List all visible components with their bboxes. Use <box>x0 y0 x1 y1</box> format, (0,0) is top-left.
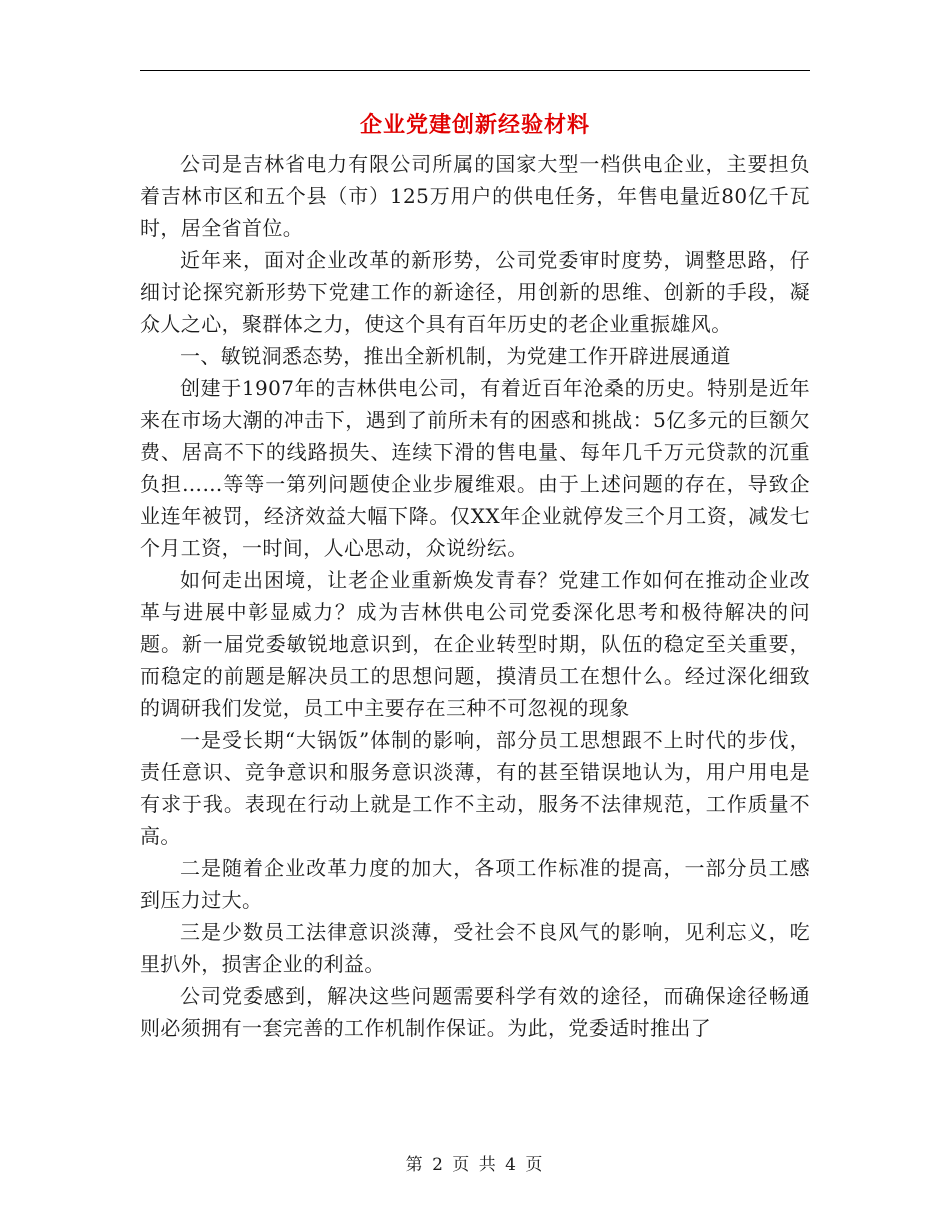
section-heading-1: 一、敏锐洞悉态势，推出全新机制，为党建工作开辟进展通道 <box>180 344 731 368</box>
paragraph-history: 创建于1907年的吉林供电公司，有着近百年沧桑的历史。特别是近年来在市场大潮的冲击下，遇到了前所未有的困惑和挑战：5亿多元的巨额欠费、居高不下的线路损失、连续下滑的售电量、每年几千万元贷款的沉重负担……等等一第列问题使企业步履维艰。由于上述问题的存在，导致企业连年被罚，经济效益大幅下降。仅XX年企业就停发三个月工资，减发七个月工资，一时间，人心思动，众说纷纭。 <box>140 376 810 560</box>
header-rule <box>140 70 810 71</box>
paragraph-overview: 近年来，面对企业改革的新形势，公司党委审时度势，调整思路，仔细讨论探究新形势下党建工作的新途径，用创新的思维、创新的手段，凝众人之心，聚群体之力，使这个具有百年历史的老企业重振雄风。 <box>140 248 810 336</box>
paragraph-phenomenon-3: 三是少数员工法律意识淡薄，受社会不良风气的影响，见利忘义，吃里扒外，损害企业的利益。 <box>140 920 810 976</box>
document-body <box>140 148 810 1044</box>
paragraph-question: 如何走出困境，让老企业重新焕发青春？党建工作如何在推动企业改革与进展中彰显威力？成为吉林供电公司党委深化思考和极待解决的问题。新一届党委敏锐地意识到，在企业转型时期，队伍的稳定至关重要，而稳定的前题是解决员工的思想问题，摸清员工在想什么。经过深化细致的调研我们发觉，员工中主要存在三种不可忽视的现象 <box>140 568 810 720</box>
paragraph-mechanism: 公司党委感到，解决这些问题需要科学有效的途径，而确保途径畅通则必须拥有一套完善的工作机制作保证。为此，党委适时推出了 <box>140 984 810 1040</box>
document-title: 企业党建创新经验材料 <box>359 112 590 138</box>
page-number: 第 2 页 共 4 页 <box>405 1155 545 1175</box>
paragraph-intro: 公司是吉林省电力有限公司所属的国家大型一档供电企业，主要担负着吉林市区和五个县（市）125万用户的供电任务，年售电量近80亿千瓦时，居全省首位。 <box>140 152 810 240</box>
paragraph-phenomenon-1: 一是受长期“大锅饭”体制的影响，部分员工思想跟不上时代的步伐，责任意识、竞争意识和服务意识淡薄，有的甚至错误地认为，用户用电是有求于我。表现在行动上就是工作不主动，服务不法律规范，工作质量不高。 <box>140 728 810 848</box>
paragraph-phenomenon-2: 二是随着企业改革力度的加大，各项工作标准的提高，一部分员工感到压力过大。 <box>140 856 810 912</box>
